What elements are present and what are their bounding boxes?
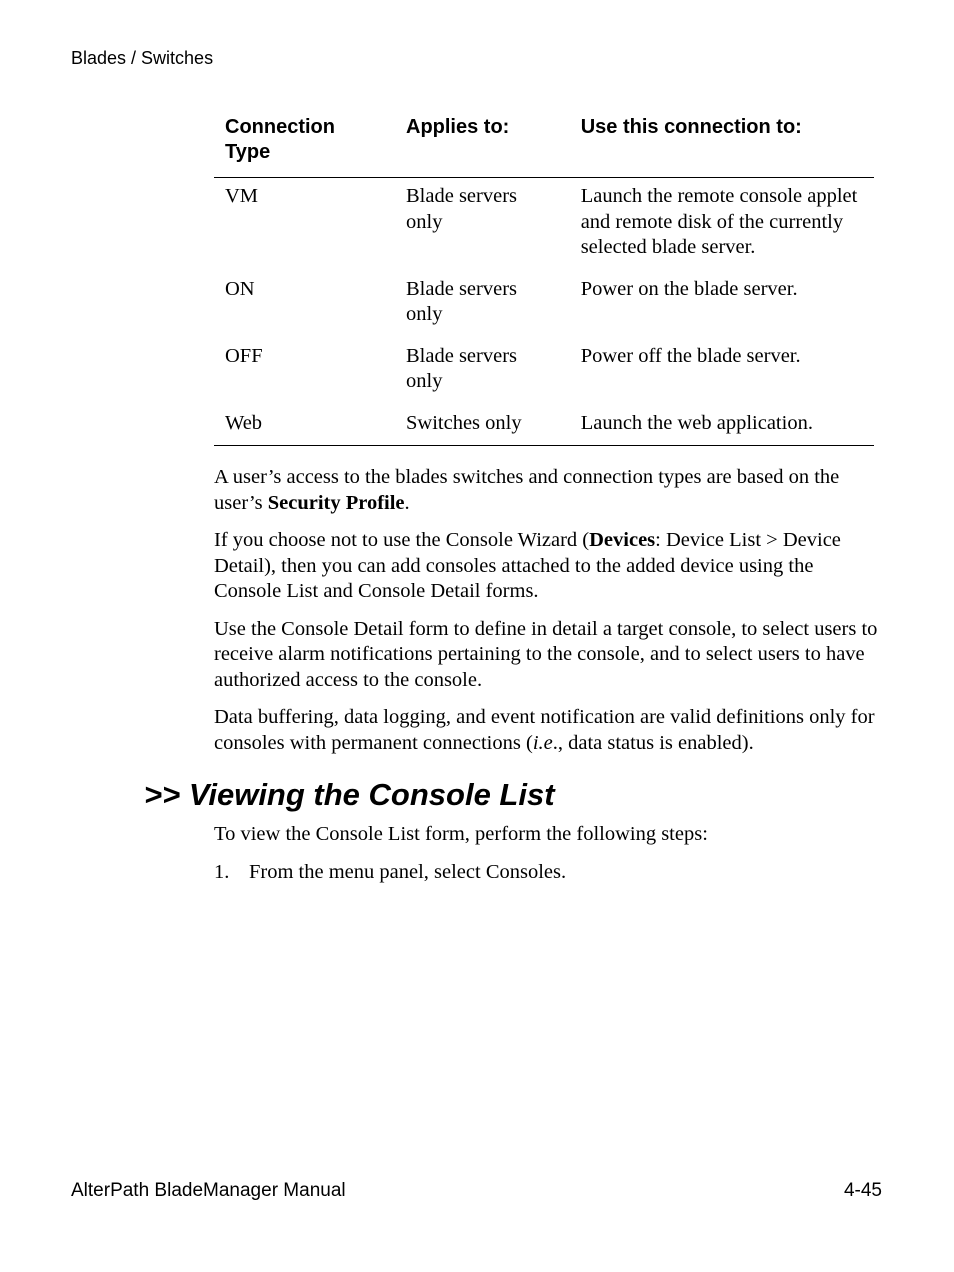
paragraph-data-buffering: [214, 705, 884, 756]
paragraph-text: Data buffering, data logging, and event notification are valid definitions only for consoles with permanent connections (: [214, 706, 875, 754]
table-cell: Launch the remote console applet and remote disk of the currently selected blade server.: [580, 185, 858, 258]
list-item: [214, 860, 566, 886]
ie-term: i.e: [532, 731, 553, 754]
table-cell: OFF: [225, 344, 263, 367]
paragraph-access: [214, 465, 884, 516]
table-cell: Blade servers only: [406, 344, 517, 392]
step-text: From the menu panel, select Consoles.: [249, 861, 567, 883]
connection-type-table: [214, 115, 874, 446]
paragraph-text: : Device List > Device Detail), then you can add consoles attached to the added device using the Console List and Console Detail forms.: [214, 529, 841, 602]
security-profile-term: Security Profile: [267, 491, 405, 514]
table-cell: Blade servers only: [406, 185, 517, 233]
table-cell: Blade servers only: [406, 277, 517, 325]
table-cell: Power off the blade server.: [580, 344, 801, 367]
paragraph-console-wizard: [214, 528, 884, 605]
section-intro: To view the Console List form, perform the following steps:: [214, 823, 708, 845]
running-head: Blades / Switches: [71, 48, 214, 68]
footer-manual-title: AlterPath BladeManager Manual: [71, 1180, 346, 1201]
table-row: [214, 405, 874, 446]
table-cell: ON: [225, 277, 255, 300]
column-header-connection-type: Connection Type: [214, 115, 395, 178]
table-row: [214, 178, 874, 271]
step-number: 1.: [214, 861, 230, 883]
paragraph-text: ., data status is enabled).: [552, 731, 754, 754]
body-text: [214, 465, 884, 768]
section-heading: >> Viewing the Console List: [144, 777, 555, 812]
table-cell: Switches only: [395, 405, 570, 446]
column-header-use-connection: Use this connection to:: [570, 115, 874, 178]
table-cell: Web: [214, 405, 395, 446]
paragraph-text: A user’s access to the blades switches and connection types are based on the user’s: [214, 466, 840, 514]
table-cell: VM: [225, 185, 259, 207]
table-row: [214, 338, 874, 405]
table-row: [214, 271, 874, 338]
table-cell: Power on the blade server.: [580, 277, 798, 300]
devices-term: Devices: [589, 529, 656, 551]
table-cell: Launch the web application.: [570, 405, 874, 446]
footer-page-number: 4-45: [843, 1180, 882, 1201]
paragraph-text: If you choose not to use the Console Wizard (: [214, 529, 590, 551]
table-header-row: [214, 115, 874, 178]
paragraph-console-detail: Use the Console Detail form to define in detail a target console, to select users to receive alarm notifications pertaining to the console, and to select users to have authorized access to the console.: [214, 617, 878, 691]
column-header-applies-to: Applies to:: [395, 115, 570, 178]
paragraph-text: .: [404, 491, 410, 514]
